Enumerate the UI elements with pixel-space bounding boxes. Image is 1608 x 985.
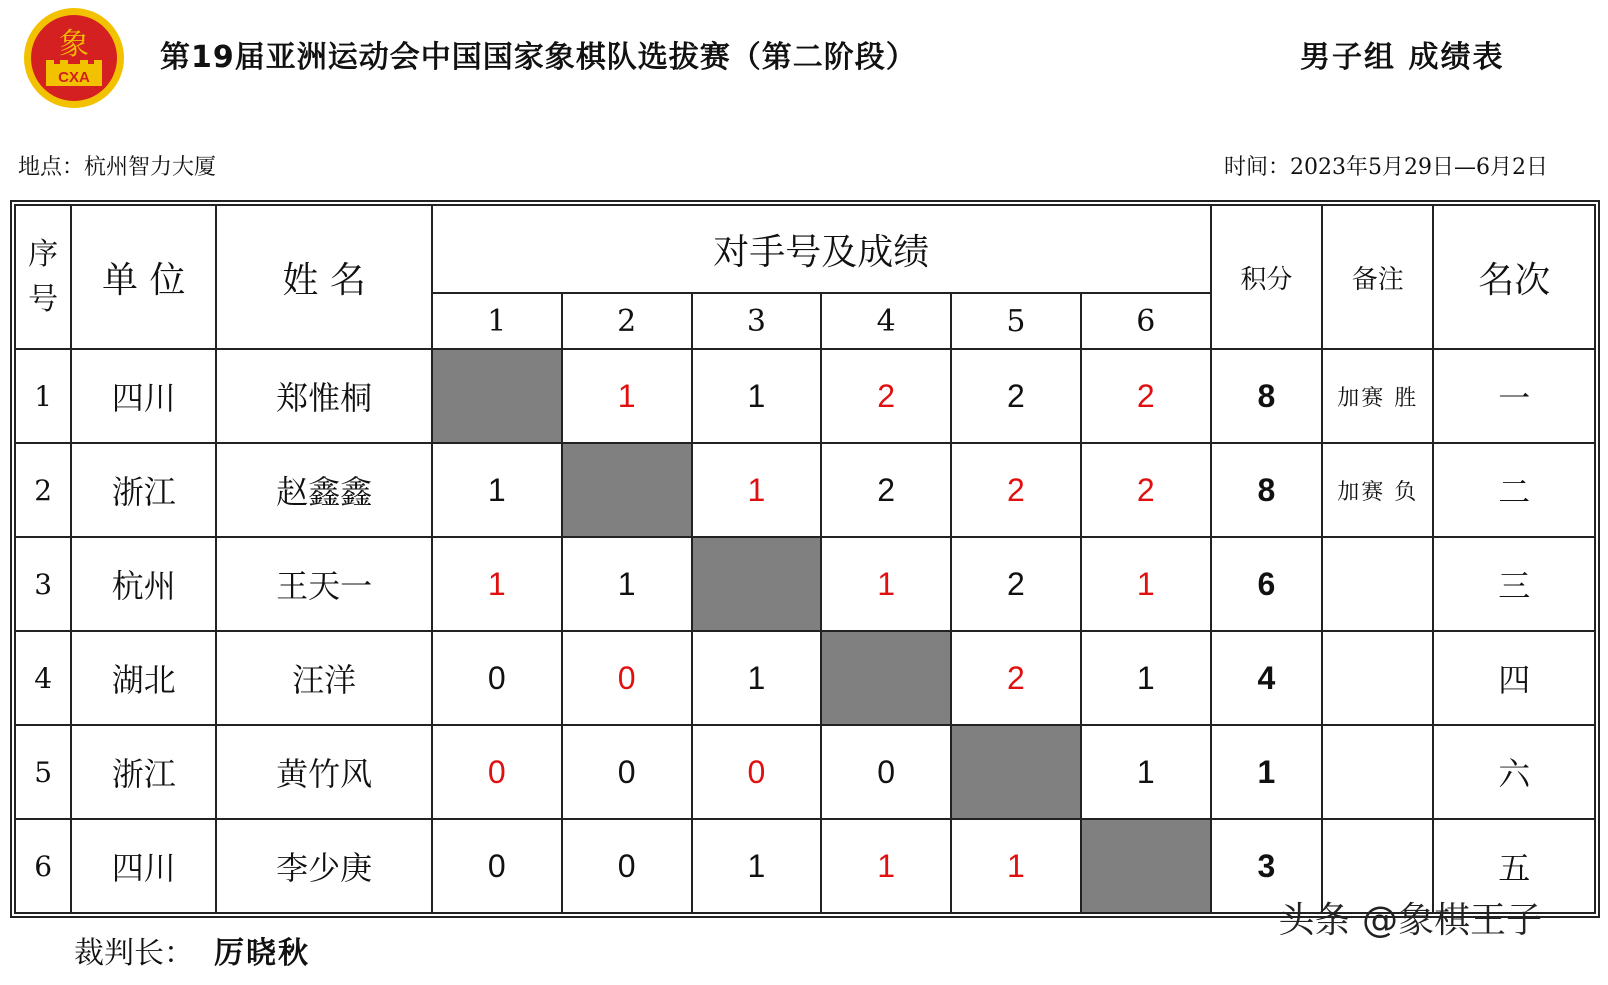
row-rank: 三 <box>1433 537 1595 631</box>
header-seq-char: 号 <box>28 282 59 317</box>
header-opponent-6: 6 <box>1081 293 1211 349</box>
results-table-frame <box>10 200 1600 918</box>
row-result-score: 1 <box>692 631 822 725</box>
row-result-score: 1 <box>562 537 692 631</box>
row-result-score: 1 <box>1081 725 1211 819</box>
row-unit: 浙江 <box>71 725 216 819</box>
row-result-score: 0 <box>562 631 692 725</box>
row-note <box>1322 725 1433 819</box>
row-result-score: 1 <box>692 819 822 913</box>
self-match-cell <box>1081 819 1211 913</box>
header-note: 备注 <box>1322 205 1433 349</box>
table-row <box>15 443 1595 537</box>
header-total: 积分 <box>1211 205 1322 349</box>
header-seq-label <box>28 237 58 317</box>
header-rank: 名次 <box>1433 205 1595 349</box>
logo-text: CXA <box>58 69 90 86</box>
row-player-name: 赵鑫鑫 <box>216 443 432 537</box>
header-opponent-2: 2 <box>562 293 692 349</box>
header-name: 姓 名 <box>216 205 432 349</box>
row-result-score: 1 <box>1081 537 1211 631</box>
row-result-score: 1 <box>432 537 562 631</box>
row-result-score: 0 <box>692 725 822 819</box>
self-match-cell <box>692 537 822 631</box>
row-total-points: 4 <box>1211 631 1322 725</box>
row-rank: 五 <box>1433 819 1595 913</box>
row-result-score: 0 <box>562 819 692 913</box>
table-row <box>15 631 1595 725</box>
row-result-score: 2 <box>821 349 951 443</box>
row-result-score: 1 <box>951 819 1081 913</box>
row-seq: 1 <box>15 349 71 443</box>
row-result-score: 0 <box>562 725 692 819</box>
header-opponent-1: 1 <box>432 293 562 349</box>
row-seq: 3 <box>15 537 71 631</box>
referee-name: 厉晓秋 <box>214 936 310 971</box>
row-result-score: 0 <box>821 725 951 819</box>
row-result-score: 2 <box>951 631 1081 725</box>
self-match-cell <box>951 725 1081 819</box>
row-result-score: 2 <box>1081 443 1211 537</box>
row-result-score: 0 <box>432 725 562 819</box>
page-title: 第19届亚洲运动会中国国家象棋队选拔赛（第二阶段） <box>160 40 917 75</box>
row-result-score: 0 <box>432 631 562 725</box>
row-seq: 2 <box>15 443 71 537</box>
row-result-score: 1 <box>692 443 822 537</box>
row-player-name: 黄竹风 <box>216 725 432 819</box>
row-result-score: 0 <box>432 819 562 913</box>
row-result-score: 1 <box>821 537 951 631</box>
watermark: 头条 @象棋王子 <box>1278 900 1542 941</box>
page-subtitle: 男子组 成绩表 <box>1300 40 1505 75</box>
table-row <box>15 725 1595 819</box>
table-row <box>15 537 1595 631</box>
row-total-points: 3 <box>1211 819 1322 913</box>
logo-glyph: 象 <box>59 27 89 62</box>
row-unit: 四川 <box>71 819 216 913</box>
self-match-cell <box>562 443 692 537</box>
results-table <box>14 204 1596 914</box>
referee-label: 裁判长： <box>74 936 194 971</box>
row-result-score: 2 <box>951 443 1081 537</box>
row-seq: 5 <box>15 725 71 819</box>
row-result-score: 2 <box>951 537 1081 631</box>
row-result-score: 2 <box>821 443 951 537</box>
cxa-logo <box>22 6 126 110</box>
row-rank: 二 <box>1433 443 1595 537</box>
row-total-points: 8 <box>1211 349 1322 443</box>
referee-line <box>74 928 310 972</box>
row-unit: 湖北 <box>71 631 216 725</box>
row-player-name: 郑惟桐 <box>216 349 432 443</box>
row-result-score: 1 <box>692 349 822 443</box>
row-total-points: 1 <box>1211 725 1322 819</box>
row-note <box>1322 631 1433 725</box>
row-unit: 浙江 <box>71 443 216 537</box>
row-player-name: 汪洋 <box>216 631 432 725</box>
row-rank: 四 <box>1433 631 1595 725</box>
time-label: 时间：2023年5月29日—6月2日 <box>1224 155 1548 180</box>
table-row <box>15 349 1595 443</box>
header-opponents: 对手号及成绩 <box>432 205 1211 293</box>
row-total-points: 8 <box>1211 443 1322 537</box>
row-note: 加赛 胜 <box>1322 349 1433 443</box>
row-total-points: 6 <box>1211 537 1322 631</box>
row-note <box>1322 537 1433 631</box>
location-label: 地点：杭州智力大厦 <box>18 155 217 180</box>
header-seq <box>15 205 71 349</box>
row-rank: 六 <box>1433 725 1595 819</box>
row-result-score: 1 <box>821 819 951 913</box>
header-seq-char: 序 <box>28 237 59 272</box>
row-player-name: 李少庚 <box>216 819 432 913</box>
header-opponent-3: 3 <box>692 293 822 349</box>
row-seq: 6 <box>15 819 71 913</box>
row-result-score: 1 <box>432 443 562 537</box>
header-opponent-4: 4 <box>821 293 951 349</box>
row-result-score: 2 <box>1081 349 1211 443</box>
row-rank: 一 <box>1433 349 1595 443</box>
self-match-cell <box>821 631 951 725</box>
row-result-score: 1 <box>562 349 692 443</box>
row-result-score: 1 <box>1081 631 1211 725</box>
self-match-cell <box>432 349 562 443</box>
header-unit: 单 位 <box>71 205 216 349</box>
header-opponent-5: 5 <box>951 293 1081 349</box>
row-note: 加赛 负 <box>1322 443 1433 537</box>
row-player-name: 王天一 <box>216 537 432 631</box>
row-result-score: 2 <box>951 349 1081 443</box>
row-seq: 4 <box>15 631 71 725</box>
row-unit: 四川 <box>71 349 216 443</box>
row-unit: 杭州 <box>71 537 216 631</box>
